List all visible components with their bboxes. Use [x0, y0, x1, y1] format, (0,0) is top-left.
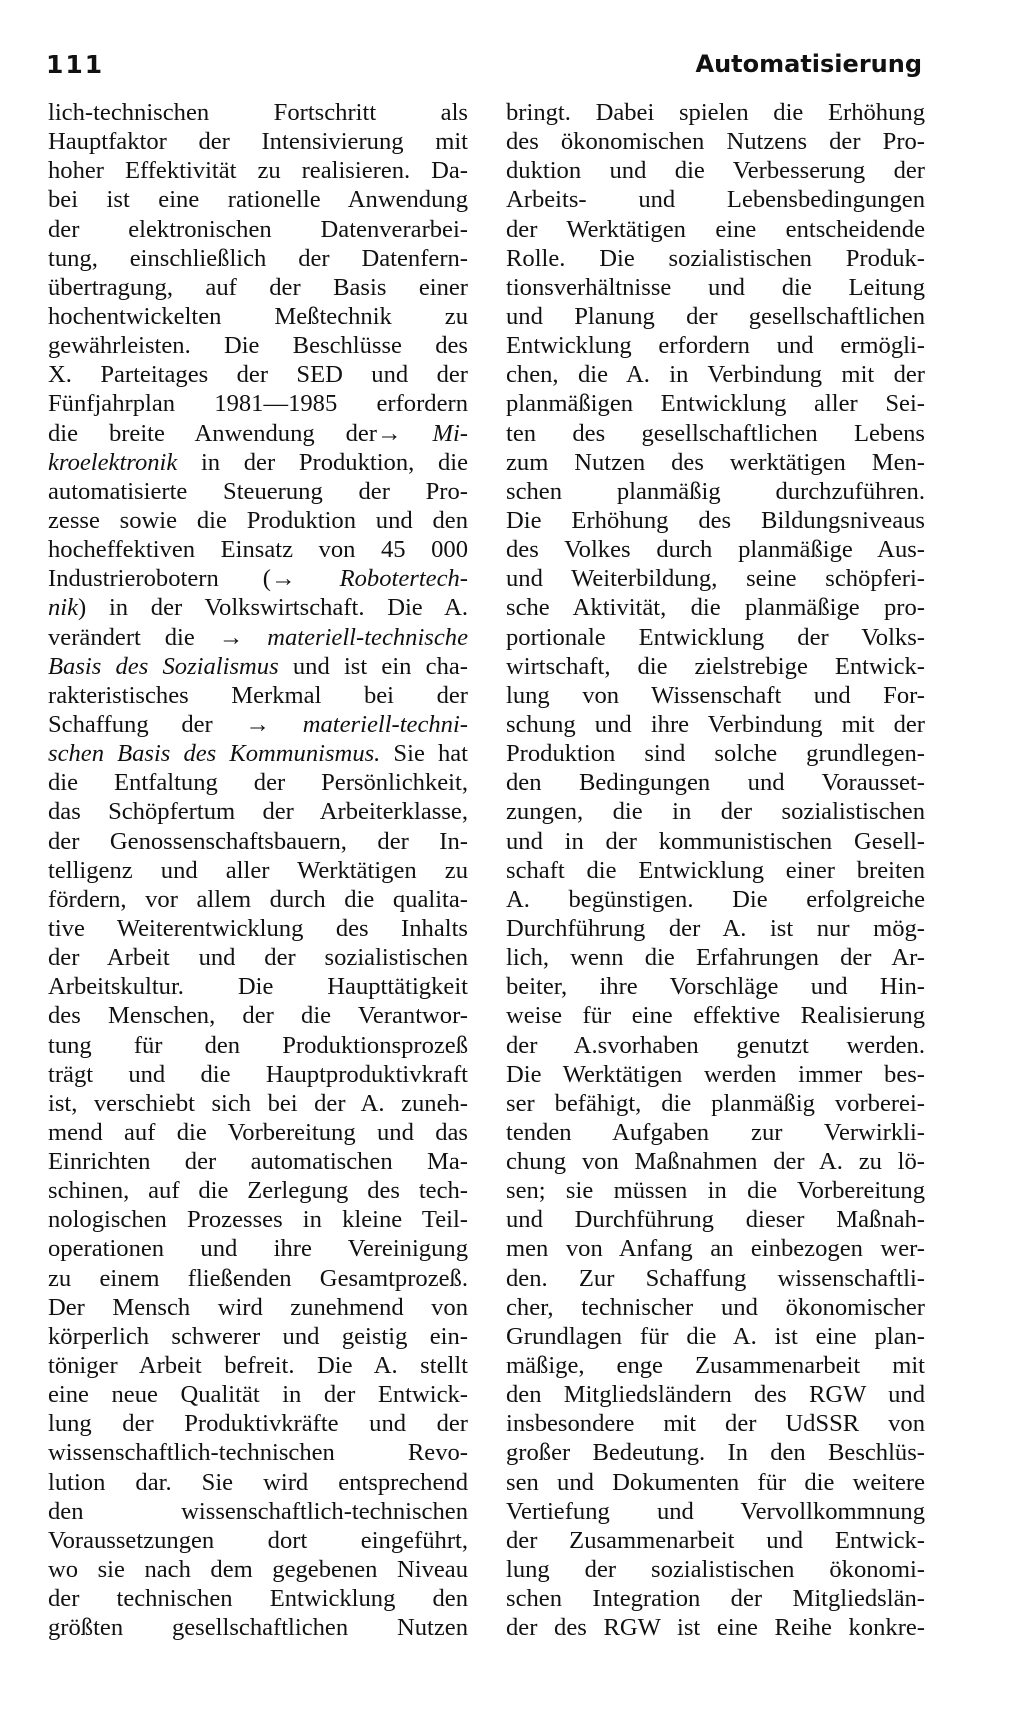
line-text: tung, einschließlich der Datenfern-: [48, 244, 468, 272]
line-text: und in der kommunistischen Gesell-: [506, 827, 925, 855]
line-text: größten gesellschaftlichen Nutzen: [48, 1614, 468, 1642]
text-line: [506, 1438, 925, 1467]
text-line: [48, 1205, 468, 1234]
text-line: [506, 1264, 925, 1293]
line-text: lung der Produktivkräfte und der: [48, 1410, 468, 1438]
line-text: schung und ihre Verbindung mit der: [506, 710, 925, 738]
line-text: Industrierobotern (→: [48, 565, 340, 593]
cross-reference-term: Robotertech-: [339, 565, 468, 593]
line-text: weise für eine effektive Realisierung: [506, 1002, 925, 1030]
text-line: [48, 1147, 468, 1176]
text-line: [506, 156, 925, 185]
text-line: [48, 885, 468, 914]
line-text: gewährleisten. Die Beschlüsse des: [48, 332, 468, 360]
line-text: Einrichten der automatischen Ma-: [48, 1148, 468, 1176]
line-text: hochentwickelten Meßtechnik zu: [48, 302, 468, 330]
line-text: verändert die →: [48, 623, 268, 651]
line-text: und Weiterbildung, seine schöpferi-: [506, 565, 925, 593]
text-line: [48, 1438, 468, 1467]
line-text: wirtschaft, die zielstrebige Entwick-: [506, 652, 925, 680]
text-line: [48, 1264, 468, 1293]
line-text: men von Anfang an einbezogen wer-: [506, 1235, 925, 1263]
line-text: ist, verschiebt sich bei der A. zuneh-: [48, 1089, 468, 1117]
text-line: [506, 593, 925, 622]
line-text: und Durchführung dieser Maßnah-: [506, 1206, 925, 1234]
text-line: [506, 1060, 925, 1089]
text-column-right: [506, 98, 925, 1658]
running-head: Automatisierung: [695, 50, 922, 78]
text-line: [48, 215, 468, 244]
line-text: lung von Wissenschaft und For-: [506, 681, 925, 709]
line-text: Die Erhöhung des Bildungsniveaus: [506, 506, 925, 534]
line-text: Schaffung der →: [48, 710, 303, 738]
text-line: [506, 1555, 925, 1584]
line-text: Produktion sind solche grundlegen-: [506, 740, 925, 768]
line-text: schen planmäßig durchzuführen.: [506, 477, 925, 505]
text-line: [48, 156, 468, 185]
text-line: [506, 244, 925, 273]
line-text: Grundlagen für die A. ist eine plan-: [506, 1322, 925, 1350]
line-text: des ökonomischen Nutzens der Pro-: [506, 128, 925, 156]
text-line: [506, 448, 925, 477]
text-line: [506, 1089, 925, 1118]
text-line: [506, 1380, 925, 1409]
text-line: [506, 215, 925, 244]
text-line: [48, 827, 468, 856]
text-line: [48, 768, 468, 797]
text-line: [48, 1089, 468, 1118]
cross-reference-term: materiell-techni-: [302, 710, 468, 738]
text-line: [506, 1526, 925, 1555]
line-text: Durchführung der A. ist nur mög-: [506, 914, 925, 942]
line-text: schinen, auf die Zerlegung des tech-: [48, 1177, 468, 1205]
line-text: den Bedingungen und Vorausset-: [506, 769, 925, 797]
text-line: [48, 1322, 468, 1351]
text-line: [48, 1118, 468, 1147]
text-line: [506, 564, 925, 593]
text-line: [506, 652, 925, 681]
text-line: [48, 623, 468, 652]
text-line: [506, 1147, 925, 1176]
line-text: der technischen Entwicklung den: [48, 1585, 468, 1613]
line-text: eine neue Qualität in der Entwick-: [48, 1381, 468, 1409]
text-line: [48, 710, 468, 739]
line-text: übertragung, auf der Basis einer: [48, 273, 468, 301]
line-text: der Werktätigen eine entscheidende: [506, 215, 925, 243]
line-text: und Planung der gesellschaftlichen: [506, 302, 925, 330]
text-line: [506, 535, 925, 564]
text-line: [48, 1613, 468, 1642]
line-text: wo sie nach dem gegebenen Niveau: [48, 1556, 468, 1584]
text-line: [506, 856, 925, 885]
text-line: [506, 1176, 925, 1205]
text-line: [506, 1613, 925, 1642]
text-line: [506, 1322, 925, 1351]
line-text: planmäßigen Entwicklung aller Sei-: [506, 390, 925, 418]
line-text: Arbeits- und Lebensbedingungen: [506, 186, 925, 214]
text-line: [48, 564, 468, 593]
line-text: zesse sowie die Produktion und den: [48, 506, 468, 534]
text-line: [48, 1001, 468, 1030]
line-text: Voraussetzungen dort eingeführt,: [48, 1526, 468, 1554]
line-text: zu einem fließenden Gesamtprozeß.: [48, 1264, 468, 1292]
text-line: [506, 739, 925, 768]
text-line: [506, 768, 925, 797]
text-column-left: [48, 98, 468, 1658]
text-line: [48, 273, 468, 302]
line-text: cher, technischer und ökonomischer: [506, 1293, 925, 1321]
line-text: nologischen Prozesses in kleine Teil-: [48, 1206, 468, 1234]
text-line: [506, 1001, 925, 1030]
line-text: ser befähigt, die planmäßig vorberei-: [506, 1089, 925, 1117]
page-number: 111: [46, 49, 105, 79]
line-text: mend auf die Vorbereitung und das: [48, 1118, 468, 1146]
line-text: der elektronischen Datenverarbei-: [48, 215, 468, 243]
text-line: [48, 593, 468, 622]
cross-reference-term: → Mi-: [376, 419, 468, 447]
text-line: [506, 302, 925, 331]
text-line: [48, 185, 468, 214]
text-line: [48, 1060, 468, 1089]
text-line: [48, 652, 468, 681]
text-line: [48, 856, 468, 885]
line-text: sen und Dokumenten für die weitere: [506, 1468, 925, 1496]
line-text: der Genossenschaftsbauern, der In-: [48, 827, 468, 855]
line-text: zum Nutzen des werktätigen Men-: [506, 448, 925, 476]
cross-reference-term: Basis des Sozialismus: [48, 652, 279, 680]
line-text: chen, die A. in Verbindung mit der: [506, 361, 925, 389]
text-line: [506, 797, 925, 826]
line-text: Entwicklung erfordern und ermögli-: [506, 332, 925, 360]
line-text: die breite Anwendung der: [48, 419, 377, 447]
text-line: [506, 506, 925, 535]
text-line: [506, 273, 925, 302]
text-line: [48, 972, 468, 1001]
line-text: wissenschaftlich-technischen Revo-: [48, 1439, 468, 1467]
text-line: [48, 477, 468, 506]
line-text: automatisierte Steuerung der Pro-: [48, 477, 468, 505]
line-text: lich, wenn die Erfahrungen der Ar-: [506, 944, 925, 972]
text-line: [48, 1351, 468, 1380]
line-text: zungen, die in der sozialistischen: [506, 798, 925, 826]
line-text: töniger Arbeit befreit. Die A. stellt: [48, 1352, 468, 1380]
line-text: Die Werktätigen werden immer bes-: [506, 1060, 925, 1088]
text-line: [48, 331, 468, 360]
line-text: sen; sie müssen in die Vorbereitung: [506, 1177, 925, 1205]
text-line: [48, 797, 468, 826]
line-text: A. begünstigen. Die erfolgreiche: [506, 885, 925, 913]
line-text: sche Aktivität, die planmäßige pro-: [506, 594, 925, 622]
line-text: hocheffektiven Einsatz von 45 000: [48, 536, 468, 564]
line-text: Sie hat: [380, 740, 468, 768]
text-line: [506, 127, 925, 156]
line-text: des Volkes durch planmäßige Aus-: [506, 536, 925, 564]
text-line: [506, 914, 925, 943]
text-line: [506, 389, 925, 418]
text-line: [48, 127, 468, 156]
line-text: duktion und die Verbesserung der: [506, 157, 925, 185]
cross-reference-term: kroelektronik: [48, 448, 178, 476]
text-line: [48, 1293, 468, 1322]
line-text: und ist ein cha-: [278, 652, 468, 680]
text-line: [506, 827, 925, 856]
text-line: [48, 1031, 468, 1060]
text-line: [506, 972, 925, 1001]
page-header: [46, 44, 922, 84]
text-line: [48, 302, 468, 331]
line-text: insbesondere mit der UdSSR von: [506, 1410, 925, 1438]
line-text: X. Parteitages der SED und der: [48, 361, 468, 389]
line-text: der A.svorhaben genutzt werden.: [506, 1031, 925, 1059]
text-line: [506, 623, 925, 652]
text-line: [48, 244, 468, 273]
text-line: [506, 681, 925, 710]
line-text: Rolle. Die sozialistischen Produk-: [506, 244, 925, 272]
line-text: des Menschen, der die Verantwor-: [48, 1002, 468, 1030]
line-text: körperlich schwerer und geistig ein-: [48, 1322, 468, 1350]
cross-reference-term: schen Basis des Kommunismus.: [48, 740, 381, 768]
text-line: [48, 1409, 468, 1438]
text-line: [48, 535, 468, 564]
text-line: [506, 710, 925, 739]
text-line: [48, 1497, 468, 1526]
line-text: hoher Effektivität zu realisieren. Da-: [48, 157, 468, 185]
text-line: [48, 506, 468, 535]
line-text: portionale Entwicklung der Volks-: [506, 623, 925, 651]
line-text: lution dar. Sie wird entsprechend: [48, 1468, 468, 1496]
line-text: den wissenschaftlich-technischen: [48, 1497, 468, 1525]
line-text: trägt und die Hauptproduktivkraft: [48, 1060, 468, 1088]
text-line: [506, 1205, 925, 1234]
line-text: schaft die Entwicklung einer breiten: [506, 856, 925, 884]
text-line: [506, 360, 925, 389]
text-line: [506, 1293, 925, 1322]
line-text: Vertiefung und Vervollkommnung: [506, 1497, 925, 1525]
text-line: [506, 885, 925, 914]
line-text: rakteristisches Merkmal bei der: [48, 681, 468, 709]
line-text: ten des gesellschaftlichen Lebens: [506, 419, 925, 447]
line-text: tenden Aufgaben zur Verwirkli-: [506, 1118, 925, 1146]
text-line: [48, 943, 468, 972]
text-line: [48, 389, 468, 418]
line-text: chung von Maßnahmen der A. zu lö-: [506, 1148, 925, 1176]
line-text: der Arbeit und der sozialistischen: [48, 944, 468, 972]
line-text: operationen und ihre Vereinigung: [48, 1235, 468, 1263]
text-line: [506, 1351, 925, 1380]
text-line: [506, 1468, 925, 1497]
text-line: [48, 1526, 468, 1555]
text-line: [506, 331, 925, 360]
line-text: Fünfjahrplan 1981—1985 erfordern: [48, 390, 468, 418]
text-line: [48, 1555, 468, 1584]
line-text: Der Mensch wird zunehmend von: [48, 1293, 468, 1321]
line-text: Hauptfaktor der Intensivierung mit: [48, 128, 468, 156]
text-line: [48, 448, 468, 477]
text-line: [506, 185, 925, 214]
cross-reference-term: materiell-technische: [267, 623, 468, 651]
line-text: lich-technischen Fortschritt als: [48, 99, 468, 126]
line-text: das Schöpfertum der Arbeiterklasse,: [48, 798, 468, 826]
text-line: [506, 943, 925, 972]
text-line: [506, 1031, 925, 1060]
line-text: der Zusammenarbeit und Entwick-: [506, 1526, 925, 1554]
text-line: [48, 1176, 468, 1205]
line-text: bringt. Dabei spielen die Erhöhung: [506, 99, 925, 126]
text-line: [506, 1409, 925, 1438]
text-line: [48, 681, 468, 710]
line-text: die Entfaltung der Persönlichkeit,: [48, 769, 468, 797]
text-line: [48, 739, 468, 768]
text-line: [48, 1380, 468, 1409]
line-text: in der Produktion, die: [177, 448, 468, 476]
line-text: beiter, ihre Vorschläge und Hin-: [506, 973, 925, 1001]
line-text: den. Zur Schaffung wissenschaftli-: [506, 1264, 925, 1292]
text-line: [48, 1234, 468, 1263]
text-line: [506, 1234, 925, 1263]
text-line: [506, 1118, 925, 1147]
line-text: den Mitgliedsländern des RGW und: [506, 1381, 925, 1409]
cross-reference-term: nik: [48, 594, 79, 622]
text-line: [48, 1468, 468, 1497]
line-text: lung der sozialistischen ökonomi-: [506, 1556, 925, 1584]
text-line: [48, 1584, 468, 1613]
line-text: schen Integration der Mitgliedslän-: [506, 1585, 925, 1613]
line-text: telligenz und aller Werktätigen zu: [48, 856, 468, 884]
text-line: [48, 419, 468, 448]
text-line: [506, 419, 925, 448]
line-text: tionsverhältnisse und die Leitung: [506, 273, 925, 301]
text-line: [506, 477, 925, 506]
text-line: [506, 1584, 925, 1613]
text-line: [48, 98, 468, 127]
line-text: tive Weiterentwicklung des Inhalts: [48, 914, 468, 942]
line-text: bei ist eine rationelle Anwendung: [48, 186, 468, 214]
text-line: [48, 914, 468, 943]
line-text: großer Bedeutung. In den Beschlüs-: [506, 1439, 925, 1467]
line-text: tung für den Produktionsprozeß: [48, 1031, 468, 1059]
text-line: [506, 98, 925, 127]
line-text: der des RGW ist eine Reihe konkre-: [506, 1614, 925, 1642]
line-text: mäßige, enge Zusammenarbeit mit: [506, 1352, 925, 1380]
line-text: Arbeitskultur. Die Haupttätigkeit: [48, 973, 468, 1001]
line-text: fördern, vor allem durch die qualita-: [48, 885, 468, 913]
text-line: [506, 1497, 925, 1526]
text-line: [48, 360, 468, 389]
line-text: ) in der Volkswirtschaft. Die A.: [78, 594, 468, 622]
